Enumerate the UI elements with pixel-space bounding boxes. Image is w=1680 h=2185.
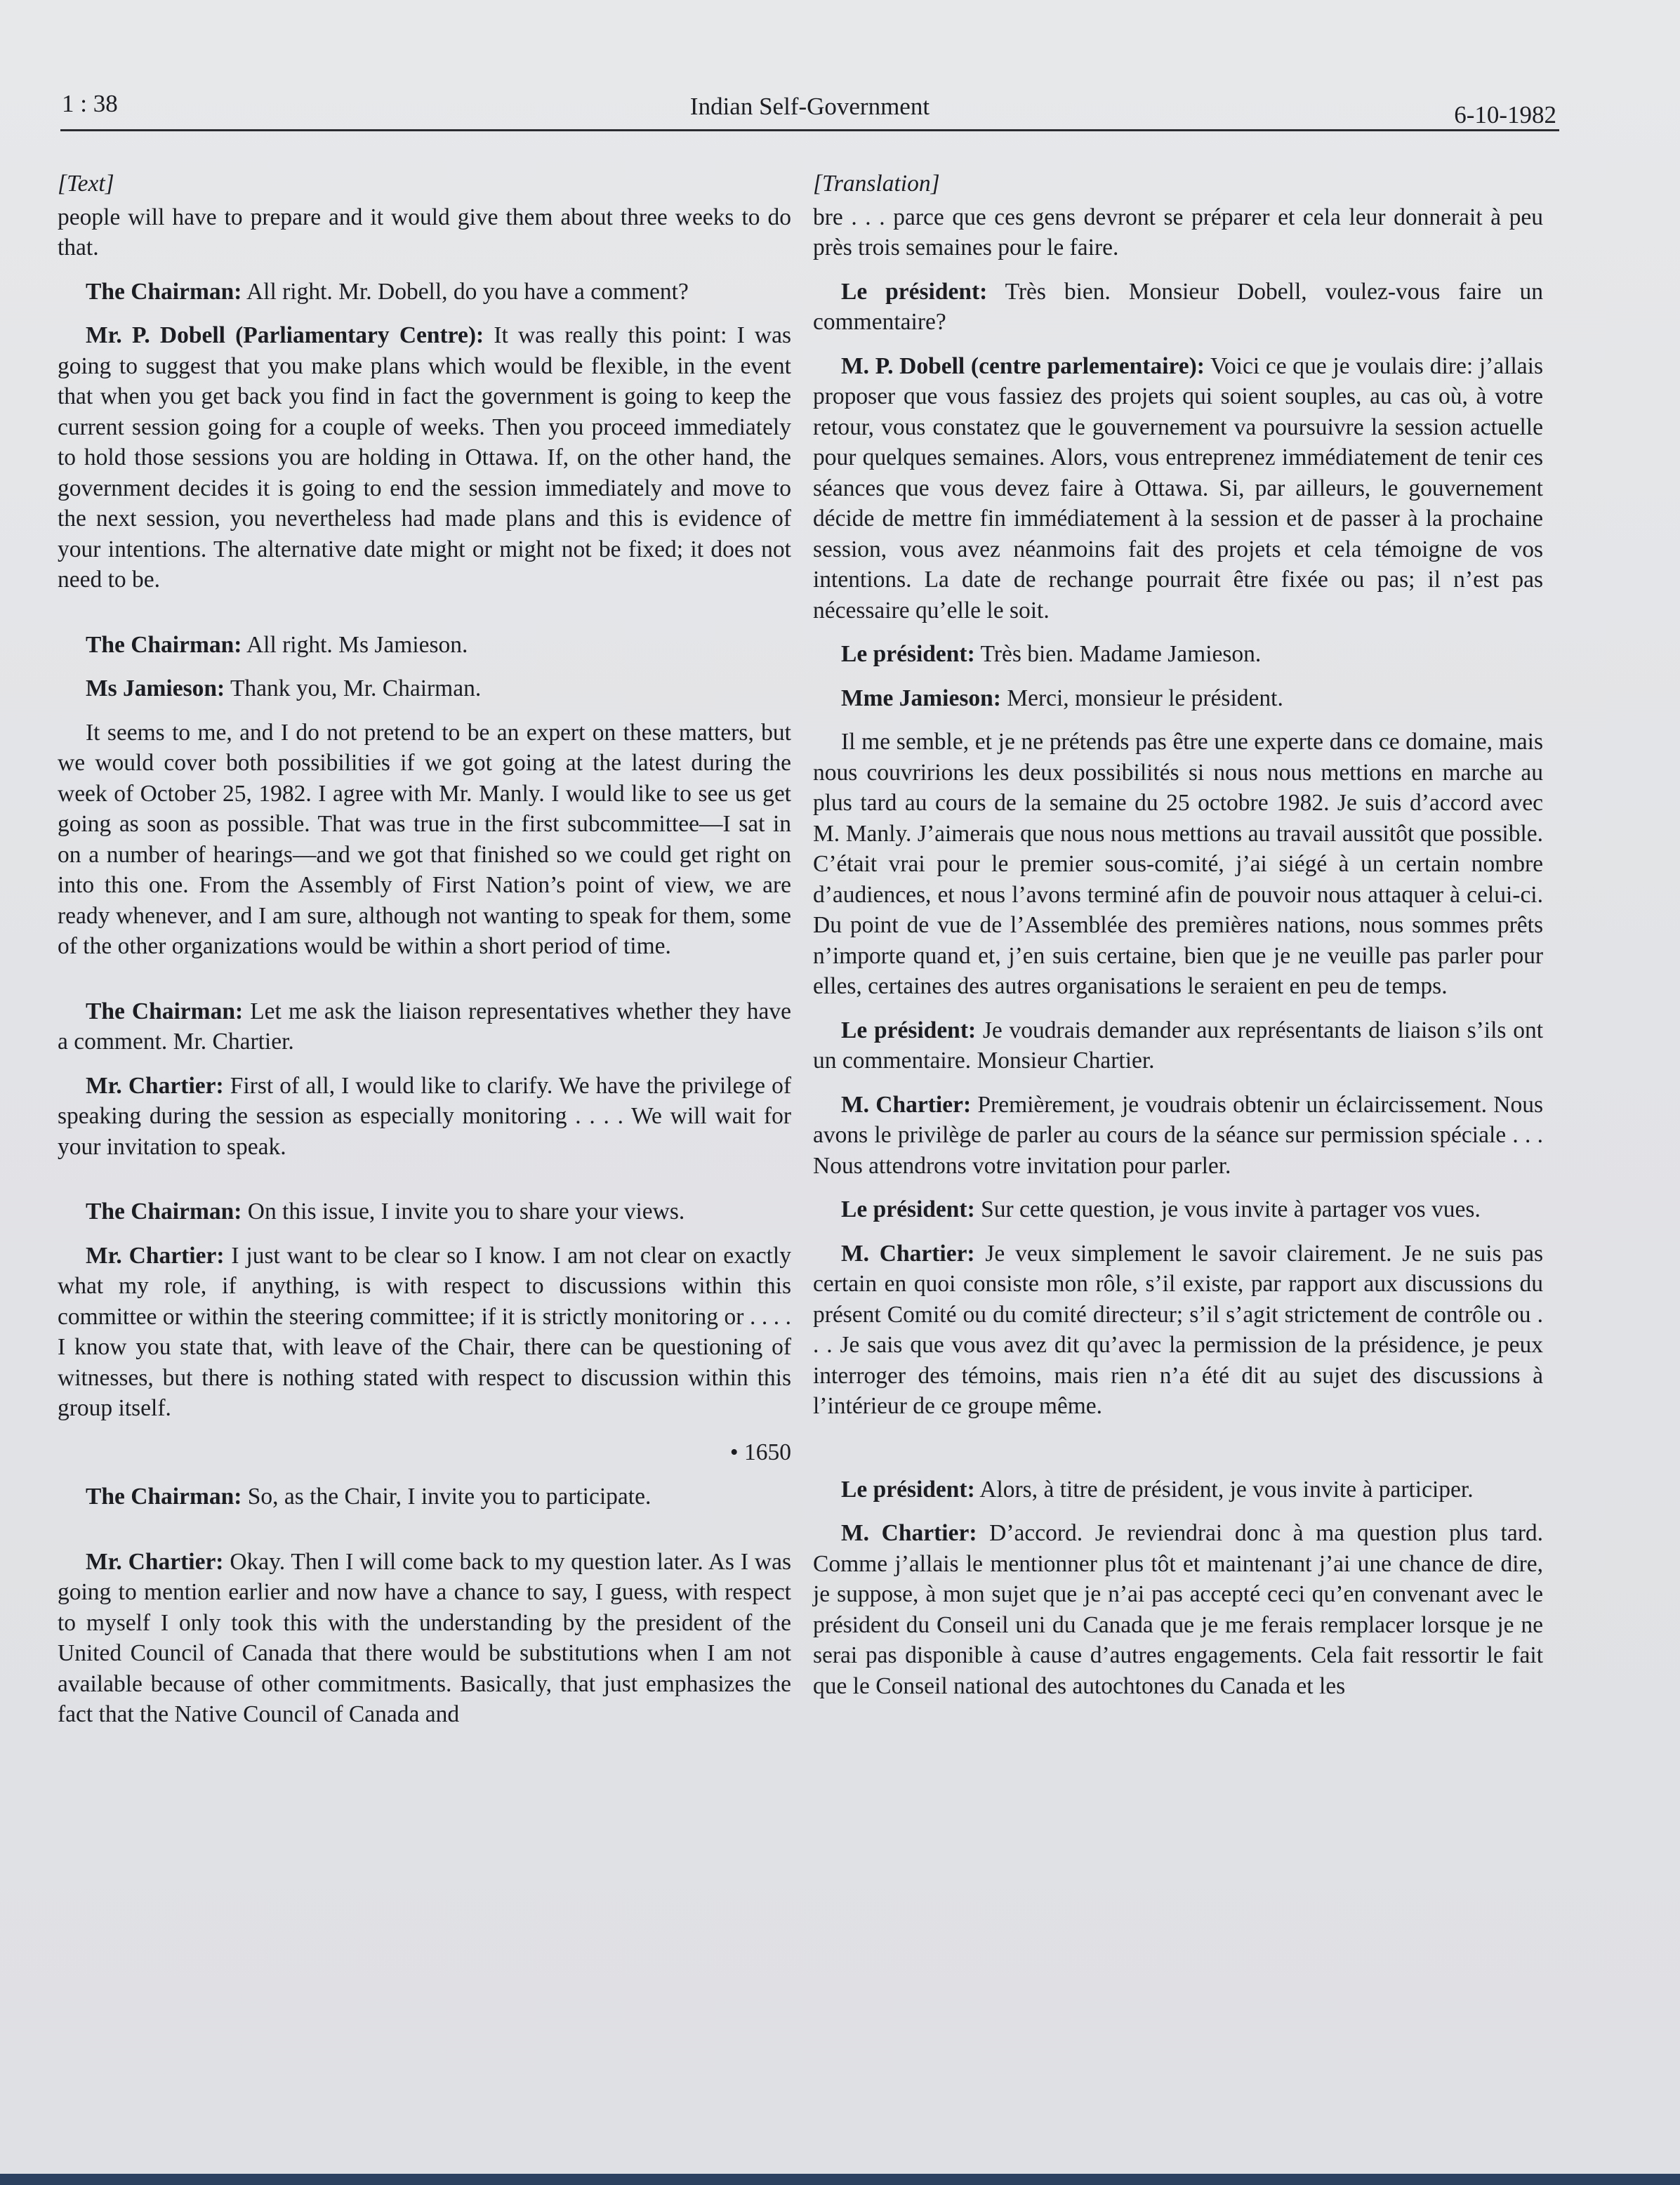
paragraph-text: First of all, I would like to clarify. We have the privilege of speaking during the session as especially monitoring . . . . We will wait for your invitation to speak. [58,1072,791,1160]
speaker-name: Ms Jamieson: [86,675,225,701]
paragraph [813,1239,1543,1422]
paragraph [58,1481,791,1512]
paragraph [813,202,1543,263]
paragraph-text: Alors, à titre de président, je vous invite à participer. [974,1476,1474,1503]
paragraph [813,277,1543,338]
speaker-name: M. Chartier: [841,1520,977,1546]
paragraph-text: Merci, monsieur le président. [1000,685,1283,711]
paragraph-text: Très bien. Monsieur Dobell, voulez-vous faire un commentaire? [813,278,1543,335]
paragraph-text: Très bien. Madame Jamieson. [974,641,1262,667]
paragraph [58,1071,791,1163]
english-column [58,169,791,1743]
paragraph [813,1090,1543,1182]
paragraph-text: Sur cette question, je vous invite à partager vos vues. [974,1196,1481,1222]
running-header [60,88,1559,131]
speaker-name: The Chairman: [86,998,244,1024]
paragraph-text: It seems to me, and I do not pretend to be an expert on these matters, but we would cover both possibilities if we got going at the latest during the week of October 25, 1982. I agree with Mr. Manly. I would like to see us get going as soon as possible. That was true in the first subcommittee—I sat in on a number of hearings—and we got that finished so we could get right on into this one. From the Assembly of First Nation’s point of view, we are ready whenever, and I am sure, although not wanting to speak for them, some of the other organizations would be within a short period of time. [58,719,791,959]
speaker-name: Mr. Chartier: [86,1072,224,1099]
paragraph [58,1241,791,1424]
speaker-name: M. Chartier: [841,1091,972,1118]
paragraph [813,1194,1543,1225]
paragraph [58,718,791,962]
speaker-name: The Chairman: [86,1199,242,1224]
page-number: 1 : 38 [62,90,118,117]
paragraph [813,727,1543,1002]
header-date: 6-10-1982 [1454,101,1556,128]
speaker-name: The Chairman: [86,278,242,305]
column-label: [Translation] [813,171,940,197]
paragraph [58,630,791,661]
speaker-name: Mr. Chartier: [86,1548,224,1575]
paragraph [58,673,791,704]
speaker-name: Le président: [841,278,988,305]
paragraph [58,1547,791,1730]
paragraph-text: Okay. Then I will come back to my question later. As I was going to mention earlier and now have a chance to say, I guess, with respect to myself I only took this with the understanding by the president of the United Council of Canada that there would be substitutions when I am not available because of other commitments. Basically, that just emphasizes the fact that the Native Council of Canada and [58,1548,791,1727]
speaker-name: M. Chartier: [841,1240,975,1267]
paragraph-text: Il me semble, et je ne prétends pas être une experte dans ce domaine, mais nous couvririons les deux possibilités si nous nous mettions en marche au plus tard au cours de la semaine du 25 octobre 1982. Je suis d’accord avec M. Manly. J’aimerais que nous nous mettions au travail aussitôt que possible. C’était vrai pour le premier sous-comité, j’ai siégé à un certain nombre d’audiences, et nous l’avons terminé afin de pouvoir nous attaquer à celui-ci. Du point de vue de l’Assemblée des premières nations, nous sommes prêts n’importe quand et, j’en suis certaine, bien que je ne veuille pas parler pour elles, certaines des autres organisations le seraient en peu de temps. [813,729,1543,999]
paragraph-text: D’accord. Je reviendrai donc à ma question plus tard. Comme j’allais le mentionner plus tôt et maintenant j’ai une chance de dire, je suppose, à mon sujet que je n’ai pas accepté ceci qu’en convenant avec le président du Conseil uni du Canada que je me ferais remplacer lorsque je ne serai pas disponible à cause d’autres engagements. Cela fait ressortir le fait que le Conseil national des autochtones du Canada et les [813,1520,1543,1699]
publication-title: Indian Self-Government [689,93,930,120]
paragraph-text: All right. Mr. Dobell, do you have a comment? [242,278,689,305]
paragraph-text: Let me ask the liaison representatives whether they have a comment. Mr. Chartier. [58,998,791,1055]
paragraph-text: It was really this point: I was going to suggest that you make plans which would be flexible, in the event that when you get back you find in fact the government is going to keep the current session going for a couple of weeks. Then you proceed immediately to hold those sessions you are holding in Ottawa. If, on the other hand, the government decides it is going to end the session immediately and move to the next session, you nevertheless had made plans and this is evidence of your intentions. The alternative date might or might not be fixed; it does not need to be. [58,322,792,593]
paragraph [813,639,1543,670]
paragraph [58,996,791,1057]
paragraph-text: bre . . . parce que ces gens devront se préparer et cela leur donnerait à peu près trois semaines pour le faire. [813,204,1543,260]
paragraph-text: Je voudrais demander aux représentants de liaison s’ils ont un commentaire. Monsieur Chartier. [813,1017,1543,1074]
paragraph-text: Voici ce que je voulais dire: j’allais proposer que vous fassiez des projets qui soient souples, au cas où, à votre retour, vous constatez que le gouvernement va poursuivre la session actuelle pour quelques semaines. Alors, vous entreprenez immédiatement de tenir ces séances que vous devez faire à Ottawa. Si, par ailleurs, le gouvernement décide de mettre fin immédiatement à la session et de passer à la prochaine session, vous avez néanmoins fait des projets et cela témoigne de vos intentions. La date de rechange pourrait être fixée ou pas; il n’est pas nécessaire qu’elle le soit. [813,352,1544,623]
paragraph [58,1196,791,1227]
paragraph-text: All right. Ms Jamieson. [242,631,468,658]
speaker-name: Le président: [841,1476,975,1503]
paragraph [813,1518,1543,1701]
speaker-name: Le président: [841,1017,977,1043]
paragraph-text: Premièrement, je voudrais obtenir un éclaircissement. Nous avons le privilège de parler au cours de la séance sur permission spéciale . . . Nous attendrons votre invitation pour parler. [813,1091,1544,1179]
page-edge [0,2174,1680,2185]
speaker-name: The Chairman: [86,1484,242,1510]
paragraph [58,277,791,308]
speaker-name: Mr. P. Dobell (Parliamentary Centre): [86,322,484,348]
paragraph-text: Thank you, Mr. Chairman. [225,675,482,701]
paragraph-text: people will have to prepare and it would give them about three weeks to do that. [58,204,791,260]
speaker-name: Mme Jamieson: [841,685,1001,711]
time-marker: • 1650 [729,1439,791,1465]
paragraph-text: I just want to be clear so I know. I am not clear on exactly what my role, if anything, is with respect to discussions within this committee or within the steering committee; if it is strictly monitoring or . . . . I know you state that, with leave of the Chair, there can be questioning of witnesses, but there is nothing stated with respect to discussion within this group itself. [58,1242,791,1421]
french-column [813,169,1543,1715]
speaker-name: Le président: [841,641,975,667]
paragraph [813,683,1543,714]
speaker-name: Mr. Chartier: [86,1242,225,1269]
paragraph-text: So, as the Chair, I invite you to participate. [242,1484,652,1510]
paragraph [813,1015,1543,1076]
column-label: [Text] [58,171,114,197]
speaker-name: M. P. Dobell (centre parlementaire): [841,352,1205,379]
paragraph-text: On this issue, I invite you to share your views. [242,1199,685,1224]
paragraph [58,320,791,595]
paragraph [58,202,791,263]
paragraph [813,1474,1543,1505]
speaker-name: Le président: [841,1196,975,1222]
speaker-name: The Chairman: [86,631,242,658]
paragraph [813,351,1543,626]
paragraph-text: Je veux simplement le savoir clairement. Je ne suis pas certain en quoi consiste mon rôle, s’il existe, par rapport aux discussions du présent Comité ou du comité directeur; s’il s’agit strictement de contrôle ou . . . Je sais que vous avez dit qu’avec la permission de la présidence, je peux interroger des témoins, mais rien n’a été dit au sujet des discussions à l’intérieur de ce groupe même. [813,1240,1543,1419]
